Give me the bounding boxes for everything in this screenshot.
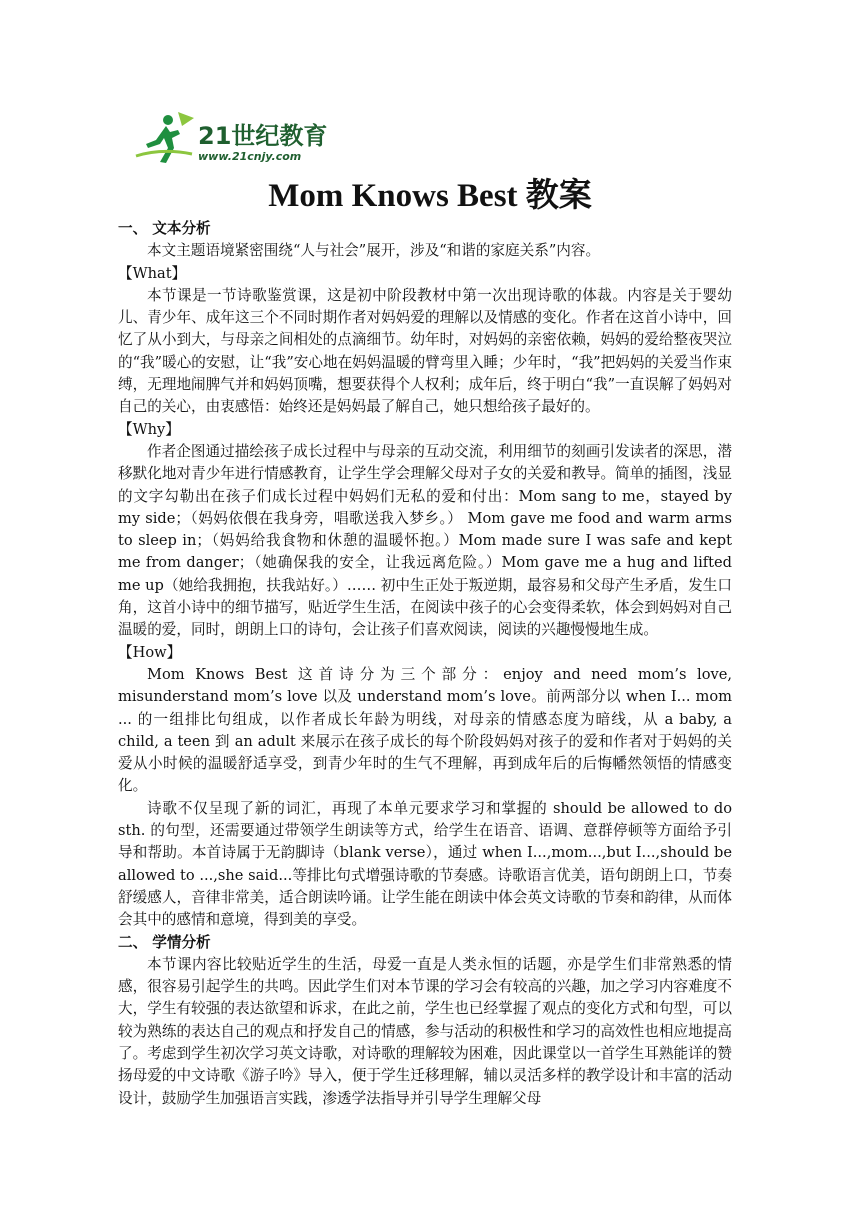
text-analysis-intro: 本文主题语境紧密围绕“人与社会”展开，涉及“和谐的家庭关系”内容。 — [147, 242, 601, 260]
how-label: 【How】 — [118, 643, 182, 661]
logo-url-text: www.21cnjy.com — [198, 150, 302, 163]
section-heading-student-analysis: 二、 学情分析 — [118, 933, 211, 951]
why-paragraph: 作者企图通过描绘孩子成长过程中与母亲的互动交流，利用细节的刻画引发读者的深思，潜移默化地对青少年进行情感教育，让学生学会理解父母对子女的关爱和教导。简单的插图，浅显的文字勾勒出在孩子们成长过程中妈妈们无私的爱和付出：Mom sang to me，stayed by my side；（妈妈依偎在我身旁，唱歌送我入梦乡。） Mom gave me food and warm arms to sleep in；（妈妈给我食物和休憩的温暖怀抱。）Mom made sure I was safe and kept me from danger；（她确保我的安全，让我远离危险。）Mom gave me a hug and lifted me up（她给我拥抱，扶我站好。）…… 初中生正处于叛逆期，最容易和父母产生矛盾，发生口角，这首小诗中的细节描写，贴近学生生活，在阅读中孩子的心会变得柔软，体会到妈妈对自己温暖的爱，同时，朗朗上口的诗句，会让孩子们喜欢阅读，阅读的兴趣慢慢地生成。 — [118, 442, 732, 639]
section-heading-text-analysis: 一、 文本分析 — [118, 220, 211, 237]
how-paragraph-2: 诗歌不仅呈现了新的词汇，再现了本单元要求学习和掌握的 should be allowed to do sth. 的句型，还需要通过带领学生朗读等方式，给学生在语音、语调、意群停顿等方面给予引导和帮助。本首诗属于无韵脚诗（blank verse），通过 when I...,mom...,but I...,should be allowed to ...,she said...等排比句式增强诗歌的节奏感。诗歌语言优美，语句朗朗上口，节奏舒缓感人，音律非常美，适合朗读吟诵。让学生能在朗读中体会英文诗歌的节奏和韵律，从而体会其中的感情和意境，得到美的享受。 — [118, 799, 732, 929]
how-paragraph-1: Mom Knows Best 这首诗分为三个部分：enjoy and need mom’s love, misunderstand mom’s love 以及 understand mom’s love。前两部分以 when I... mom ... 的一组排比句组成，以作者成长年龄为明线，对母亲的情感态度为暗线，从 a baby, a child, a teen 到 an adult 来展示在孩子成长的每个阶段妈妈对孩子的爱和作者对于妈妈的关爱从小时候的温暖舒适享受，到青少年时的生气不理解，再到成年后的后悔幡然领悟的情感变化。 — [118, 665, 732, 795]
why-label: 【Why】 — [118, 420, 180, 438]
logo-brand-text: 21世纪教育 — [198, 122, 328, 150]
what-label: 【What】 — [118, 264, 187, 282]
runner-logo-icon — [132, 108, 342, 168]
page-title: Mom Knows Best 教案 — [268, 178, 592, 214]
document-body — [118, 218, 732, 1110]
what-paragraph: 本节课是一节诗歌鉴赏课，这是初中阶段教材中第一次出现诗歌的体裁。内容是关于婴幼儿、青少年、成年这三个不同时期作者对妈妈爱的理解以及情感的变化。作者在这首小诗中，回忆了从小到大，与母亲之间相处的点滴细节。幼年时，对妈妈的亲密依赖，妈妈的爱给整夜哭泣的“我”暖心的安慰，让“我”安心地在妈妈温暖的臂弯里入睡；少年时，“我”把妈妈的关爱当作束缚，无理地闹脾气并和妈妈顶嘴，想要获得个人权利；成年后，终于明白“我”一直误解了妈妈对自己的关心，由衷感悟：始终还是妈妈最了解自己，她只想给孩子最好的。 — [118, 286, 732, 416]
logo — [132, 108, 342, 168]
student-analysis-paragraph: 本节课内容比较贴近学生的生活，母爱一直是人类永恒的话题，亦是学生们非常熟悉的情感，很容易引起学生的共鸣。因此学生们对本节课的学习会有较高的兴趣，加之学习内容难度不大，学生有较强的表达欲望和诉求，在此之前，学生也已经掌握了观点的变化方式和句型，可以较为熟练的表达自己的观点和抒发自己的情感，参与活动的积极性和学习的高效性也相应地提高了。考虑到学生初次学习英文诗歌，对诗歌的理解较为困难，因此课堂以一首学生耳熟能详的赞扬母爱的中文诗歌《游子吟》导入，便于学生迁移理解，辅以灵活多样的教学设计和丰富的活动设计，鼓励学生加强语言实践，渗透学法指导并引导学生理解父母 — [118, 955, 732, 1107]
